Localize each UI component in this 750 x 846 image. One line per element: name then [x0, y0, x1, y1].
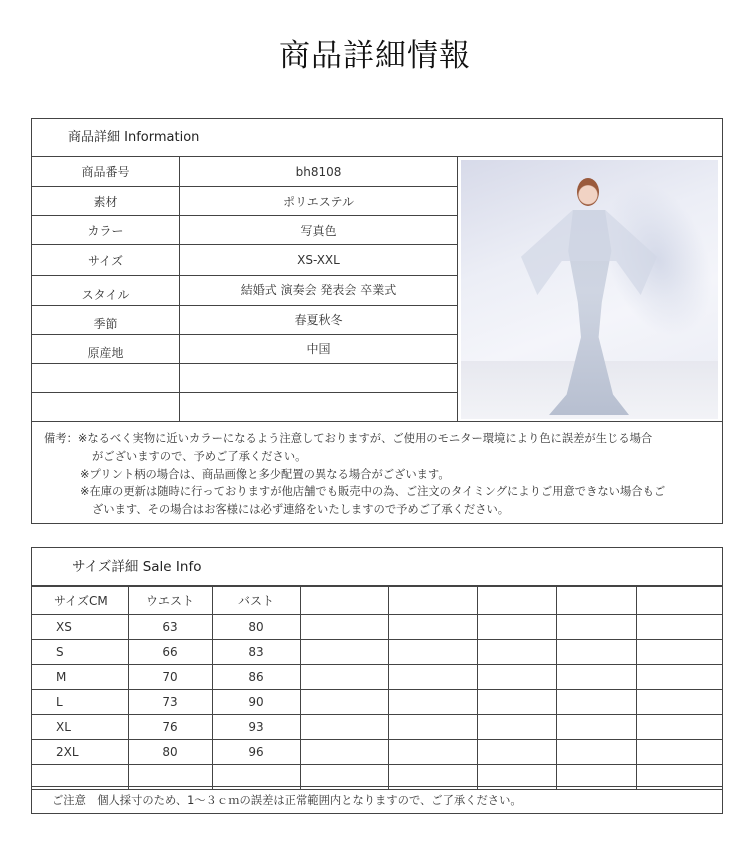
- info-value: 春夏秋冬: [180, 306, 458, 334]
- size-column-header: [636, 587, 722, 615]
- size-cell: [388, 665, 477, 690]
- product-photo-cell: [458, 157, 722, 422]
- info-value: 写真色: [180, 216, 458, 244]
- size-column-header: サイズCM: [32, 587, 128, 615]
- size-row: [32, 715, 722, 740]
- size-note: ご注意 個人採寸のため、1～３ｃｍの誤差は正常範囲内となりますので、ご了承ください。: [32, 786, 722, 813]
- size-cell: [300, 740, 388, 765]
- size-cell: [388, 615, 477, 640]
- size-table-header: サイズ詳細 Sale Info: [32, 548, 722, 586]
- info-row-color: [32, 216, 458, 245]
- size-cell: [388, 690, 477, 715]
- remark-line: がございますので、予めご了承ください。: [92, 449, 307, 463]
- size-cell: [300, 665, 388, 690]
- size-cell: 80: [212, 615, 300, 640]
- size-cell: S: [32, 640, 128, 665]
- product-info-rows: [32, 157, 458, 422]
- page-title: 商品詳細情報: [279, 38, 471, 74]
- info-row-size: [32, 245, 458, 276]
- size-column-header: ウエスト: [128, 587, 212, 615]
- remark-line: 備考：※なるべく実物に近いカラーになるよう注意しておりますが、ご使用のモニター環境により色に誤差が生じる場合: [44, 432, 653, 445]
- size-cell: 73: [128, 690, 212, 715]
- size-cell: 80: [128, 740, 212, 765]
- size-row: [32, 615, 722, 640]
- info-label: カラー: [32, 216, 180, 244]
- size-cell: [556, 665, 636, 690]
- info-row-empty: [32, 393, 458, 422]
- size-column-header: [477, 587, 556, 615]
- remark-line: ※プリント柄の場合は、商品画像と多少配置の異なる場合がございます。: [80, 467, 450, 481]
- info-row-product-number: [32, 157, 458, 187]
- info-label: 商品番号: [32, 157, 180, 186]
- size-row: [32, 740, 722, 765]
- remarks: [32, 422, 722, 523]
- size-cell: [300, 715, 388, 740]
- size-cell: XL: [32, 715, 128, 740]
- info-value: 結婚式 演奏会 発表会 卒業式: [180, 276, 458, 305]
- size-cell: [477, 665, 556, 690]
- size-cell: [300, 690, 388, 715]
- size-cell: 86: [212, 665, 300, 690]
- info-label: 原産地: [32, 335, 180, 363]
- size-grid: [32, 586, 722, 790]
- size-cell: [300, 615, 388, 640]
- size-header-row: [32, 587, 722, 615]
- info-label: [32, 364, 180, 392]
- info-row-origin: [32, 335, 458, 364]
- size-cell: [556, 615, 636, 640]
- size-cell: M: [32, 665, 128, 690]
- size-cell: [477, 640, 556, 665]
- size-row: [32, 690, 722, 715]
- size-cell: [477, 715, 556, 740]
- size-column-header: [300, 587, 388, 615]
- size-cell: 76: [128, 715, 212, 740]
- size-column-header: [556, 587, 636, 615]
- size-cell: 93: [212, 715, 300, 740]
- size-row: [32, 640, 722, 665]
- info-label: [32, 393, 180, 421]
- size-table: [31, 547, 723, 814]
- size-cell: 96: [212, 740, 300, 765]
- size-cell: [556, 715, 636, 740]
- size-cell: 63: [128, 615, 212, 640]
- size-cell: XS: [32, 615, 128, 640]
- size-cell: [556, 740, 636, 765]
- product-info-header: 商品詳細 Information: [32, 119, 722, 157]
- info-label: スタイル: [32, 276, 180, 305]
- info-row-season: [32, 306, 458, 335]
- size-cell: [636, 640, 722, 665]
- size-cell: [477, 690, 556, 715]
- size-column-header: [388, 587, 477, 615]
- size-cell: [388, 640, 477, 665]
- size-cell: [636, 690, 722, 715]
- info-label: サイズ: [32, 245, 180, 275]
- remark-line: ※在庫の更新は随時に行っておりますが他店舗でも販売中の為、ご注文のタイミングによりご用意できない場合もご: [80, 485, 666, 499]
- info-value: 中国: [180, 335, 458, 363]
- info-value: bh8108: [180, 157, 458, 186]
- size-cell: [636, 740, 722, 765]
- info-value: [180, 393, 458, 421]
- product-info-table: [31, 118, 723, 524]
- info-value: XS-XXL: [180, 245, 458, 275]
- size-cell: [300, 640, 388, 665]
- info-label: 素材: [32, 187, 180, 215]
- size-cell: [636, 715, 722, 740]
- info-row-style: [32, 276, 458, 306]
- size-cell: 83: [212, 640, 300, 665]
- size-cell: [636, 615, 722, 640]
- size-cell: 2XL: [32, 740, 128, 765]
- size-cell: 70: [128, 665, 212, 690]
- size-cell: 66: [128, 640, 212, 665]
- product-photo: [461, 160, 718, 419]
- size-cell: [477, 615, 556, 640]
- size-cell: [477, 740, 556, 765]
- size-column-header: バスト: [212, 587, 300, 615]
- size-cell: 90: [212, 690, 300, 715]
- info-row-empty: [32, 364, 458, 393]
- size-row: [32, 665, 722, 690]
- size-cell: [556, 640, 636, 665]
- info-value: ポリエステル: [180, 187, 458, 215]
- size-cell: L: [32, 690, 128, 715]
- size-cell: [556, 690, 636, 715]
- size-cell: [388, 715, 477, 740]
- remark-line: ざいます、その場合はお客様には必ず連絡をいたしますので予めご了承ください。: [92, 503, 510, 517]
- size-cell: [388, 740, 477, 765]
- info-value: [180, 364, 458, 392]
- info-row-material: [32, 187, 458, 216]
- info-label: 季節: [32, 306, 180, 334]
- photo-model-head: [577, 178, 599, 206]
- size-cell: [636, 665, 722, 690]
